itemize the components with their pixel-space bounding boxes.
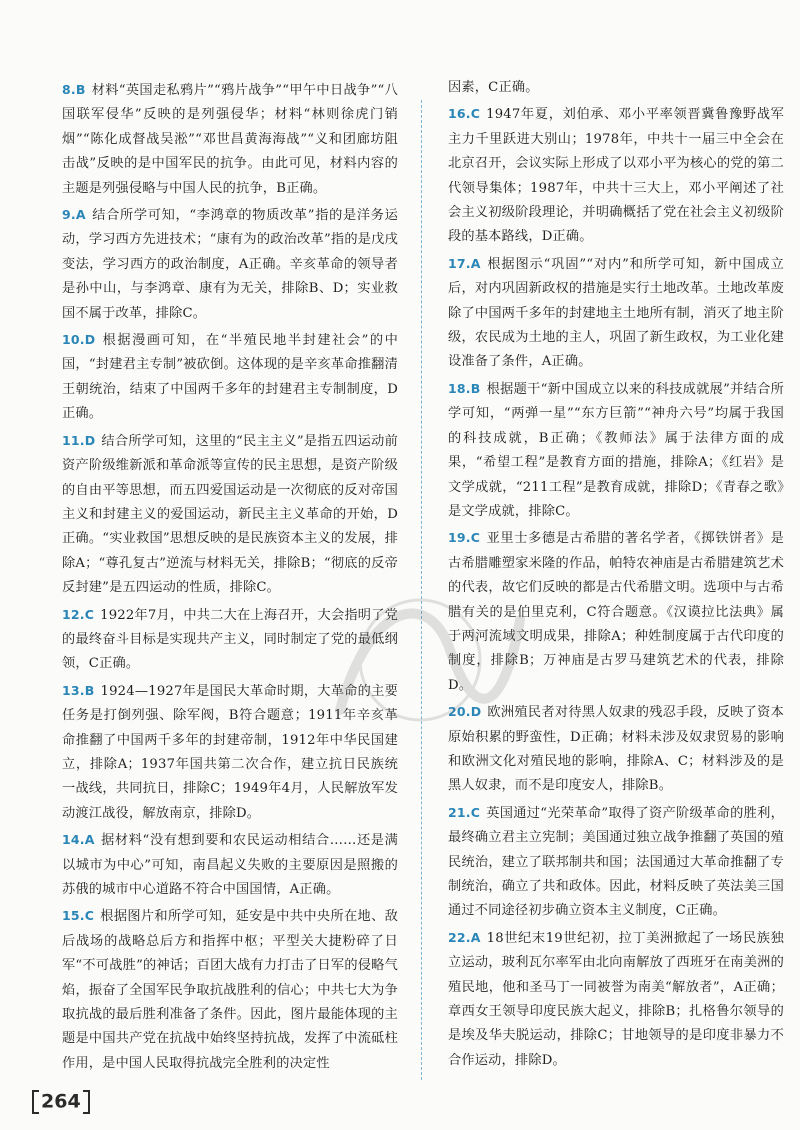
left-column xyxy=(62,78,398,1078)
answer-item-20 xyxy=(448,700,784,799)
answer-number: 8.B xyxy=(62,82,86,97)
answer-number: 10.D xyxy=(62,332,96,348)
answer-item-14 xyxy=(62,828,398,902)
answer-text: 根据漫画可知，在“半殖民地半封建社会”的中国，“封建君主专制”被砍倒。这体现的是辛亥革命推翻清王朝统治，结束了中国两千多年的封建君主专制制度，D正确。 xyxy=(62,333,398,422)
answer-text: 英国通过“光荣革命”取得了资产阶级革命的胜利，最终确立君主立宪制；美国通过独立战争推翻了英国的殖民统治，建立了联邦制共和国；法国通过大革命推翻了专制统治，确立了共和政体。因此，材料反映了英法美三国通过不同途径初步确立资本主义制度，C正确。 xyxy=(448,805,784,919)
answer-number: 9.A xyxy=(62,207,86,223)
answer-number: 15.C xyxy=(62,908,95,924)
answer-item-11 xyxy=(62,429,398,601)
answer-text: 根据题干“新中国成立以来的科技成就展”并结合所学可知，“两弹一星”“东方巨箭”“神舟六号”均属于我国的科技成就，B正确；《教师法》属于法律方面的成果，“希望工程”是教育方面的措施，排除A；《红岩》是文学成就，“211工程”是教育成就，排除D；《青春之歌》是文学成就，排除C。 xyxy=(448,381,784,519)
right-column xyxy=(448,76,784,1075)
answer-text: 1947年夏，刘伯承、邓小平率领晋冀鲁豫野战军主力千里跃进大别山；1978年，中共十一届三中全会在北京召开，会议实际上形成了以邓小平为核心的党的第二代领导集体；1987年，中共十三大上，邓小平阐述了社会主义初级阶段理论，并明确概括了党在社会主义初级阶段的基本路线，D正确。 xyxy=(448,107,784,245)
answer-number: 22.A xyxy=(448,929,481,945)
bracket-left-icon xyxy=(32,1090,39,1114)
answer-item-16 xyxy=(448,102,784,249)
page-number-text: 264 xyxy=(41,1090,81,1113)
answer-text: 结合所学可知，“李鸿章的物质改革”指的是洋务运动，学习西方先进技术；“康有为的政治改革”指的是戊戌变法，学习西方的政治制度，A正确。辛亥革命的领导者是孙中山，与李鸿章、康有为无关，排除B、D；实业救国不属于改革，排除C。 xyxy=(62,208,398,321)
answer-item-17 xyxy=(448,252,784,375)
answer-text: 根据图示“巩固”“对内”和所学可知，新中国成立后，对内巩固新政权的措施是实行土地改革。土地改革废除了中国两千多年的封建地主土地所有制，消灭了地主阶级，农民成为土地的主人，巩固了新生政权，为工业化建设准备了条件，A正确。 xyxy=(448,256,784,370)
answer-text: 根据图片和所学可知，延安是中共中央所在地、敌后战场的战略总后方和指挥中枢；平型关大捷粉碎了日军“不可战胜”的神话；百团大战有力打击了日军的侵略气焰，振奋了全国军民争取抗战胜利的信心；中共七大为争取抗战的最后胜利准备了条件。因此，图片最能体现的主题是中国共产党在抗战中始终坚持抗战，发挥了中流砥柱作用，是中国人民取得抗战完全胜利的决定性 xyxy=(62,909,398,1071)
answer-number: 11.D xyxy=(62,432,96,448)
answer-number: 20.D xyxy=(448,704,482,720)
answer-item-21 xyxy=(448,801,784,924)
answer-item-9 xyxy=(62,203,398,326)
answer-number: 17.A xyxy=(448,255,481,271)
answer-item-18 xyxy=(448,377,784,524)
answer-item-15 xyxy=(62,904,398,1076)
answer-item-10 xyxy=(62,328,398,427)
answer-number: 19.C xyxy=(448,530,481,546)
answer-text: 欧洲殖民者对待黑人奴隶的残忍手段，反映了资本原始积累的野蛮性，D正确；材料未涉及奴隶贸易的影响和欧洲文化对殖民地的影响，排除A、C；材料涉及的是黑人奴隶，而不是印度安人，排除B。 xyxy=(448,705,784,794)
answer-item-13 xyxy=(62,679,398,826)
answer-continuation xyxy=(448,76,784,100)
answer-text: 18世纪末19世纪初，拉丁美洲掀起了一场民族独立运动，玻利瓦尔率军由北向南解放了西班牙在南美洲的殖民地，他和圣马丁一同被誉为南美“解放者”，A正确；章西女王领导印度民族大起义，排除B；扎格鲁尔领导的是埃及华夫脱运动，排除C；甘地领导的是印度非暴力不合作运动，排除D。 xyxy=(448,930,784,1068)
answer-text: 据材料“没有想到要和农民运动相结合……还是满以城市为中心”可知，南昌起义失败的主要原因是照搬的苏俄的城市中心道路不符合中国国情，A正确。 xyxy=(62,833,398,897)
answer-item-22 xyxy=(448,926,784,1073)
answer-item-8 xyxy=(62,78,398,201)
bracket-right-icon xyxy=(83,1090,90,1114)
answer-number: 16.C xyxy=(448,106,481,122)
page-number xyxy=(32,1090,90,1114)
answer-number: 21.C xyxy=(448,804,481,820)
answer-item-19 xyxy=(448,526,784,698)
answer-text: 1924—1927年是国民大革命时期，大革命的主要任务是打倒列强、除军阀，B符合题意；1911年辛亥革命推翻了中国两千多年的封建帝制，1912年中华民国建立，排除A；1937年国共第二次合作，建立抗日民族统一战线，共同抗日，排除C；1949年4月，人民解放军发动渡江战役，解放南京，排除D。 xyxy=(62,683,398,821)
answer-text: 1922年7月，中共二大在上海召开，大会指明了党的最终奋斗目标是实现共产主义，同时制定了党的最低纲领，C正确。 xyxy=(62,607,398,672)
answer-item-12 xyxy=(62,603,398,677)
answer-text: 因素，C正确。 xyxy=(448,80,539,95)
answer-text: 亚里士多德是古希腊的著名学者，《掷铁饼者》是古希腊雕塑家米隆的作品，帕特农神庙是古希腊建筑艺术的代表，故它们反映的都是古代希腊文明。选项中与古希腊有关的是伯里克利，C符合题意。《汉谟拉比法典》属于两河流域文明成果，排除A；种姓制度属于古代印度的制度，排除B；万神庙是古罗马建筑艺术的代表，排除D。 xyxy=(448,531,784,693)
answer-text: 结合所学可知，这里的“民主主义”是指五四运动前资产阶级维新派和革命派等宣传的民主思想，是资产阶级的自由平等思想，而五四爱国运动是一次彻底的反对帝国主义和封建主义的爱国运动，新民主主义革命的开始，D正确。“实业救国”思想反映的是民族资本主义的发展，排除A；“尊孔复古”逆流与材料无关，排除B；“彻底的反帝反封建”是五四运动的性质，排除C。 xyxy=(62,433,398,596)
column-divider xyxy=(421,100,422,1080)
answer-number: 14.A xyxy=(62,832,95,848)
answer-text: 材料“英国走私鸦片”“鸦片战争”“甲午中日战争”“八国联军侵华”反映的是列强侵华；材料“林则徐虎门销烟”“陈化成督战吴淞”“邓世昌黄海海战”“义和团廊坊阻击战”反映的是中国军民的抗争。由此可见，材料内容的主题是列强侵略与中国人民的抗争，B正确。 xyxy=(62,83,398,196)
answer-number: 13.B xyxy=(62,682,95,698)
answer-number: 12.C xyxy=(62,606,95,622)
answer-number: 18.B xyxy=(448,380,481,396)
